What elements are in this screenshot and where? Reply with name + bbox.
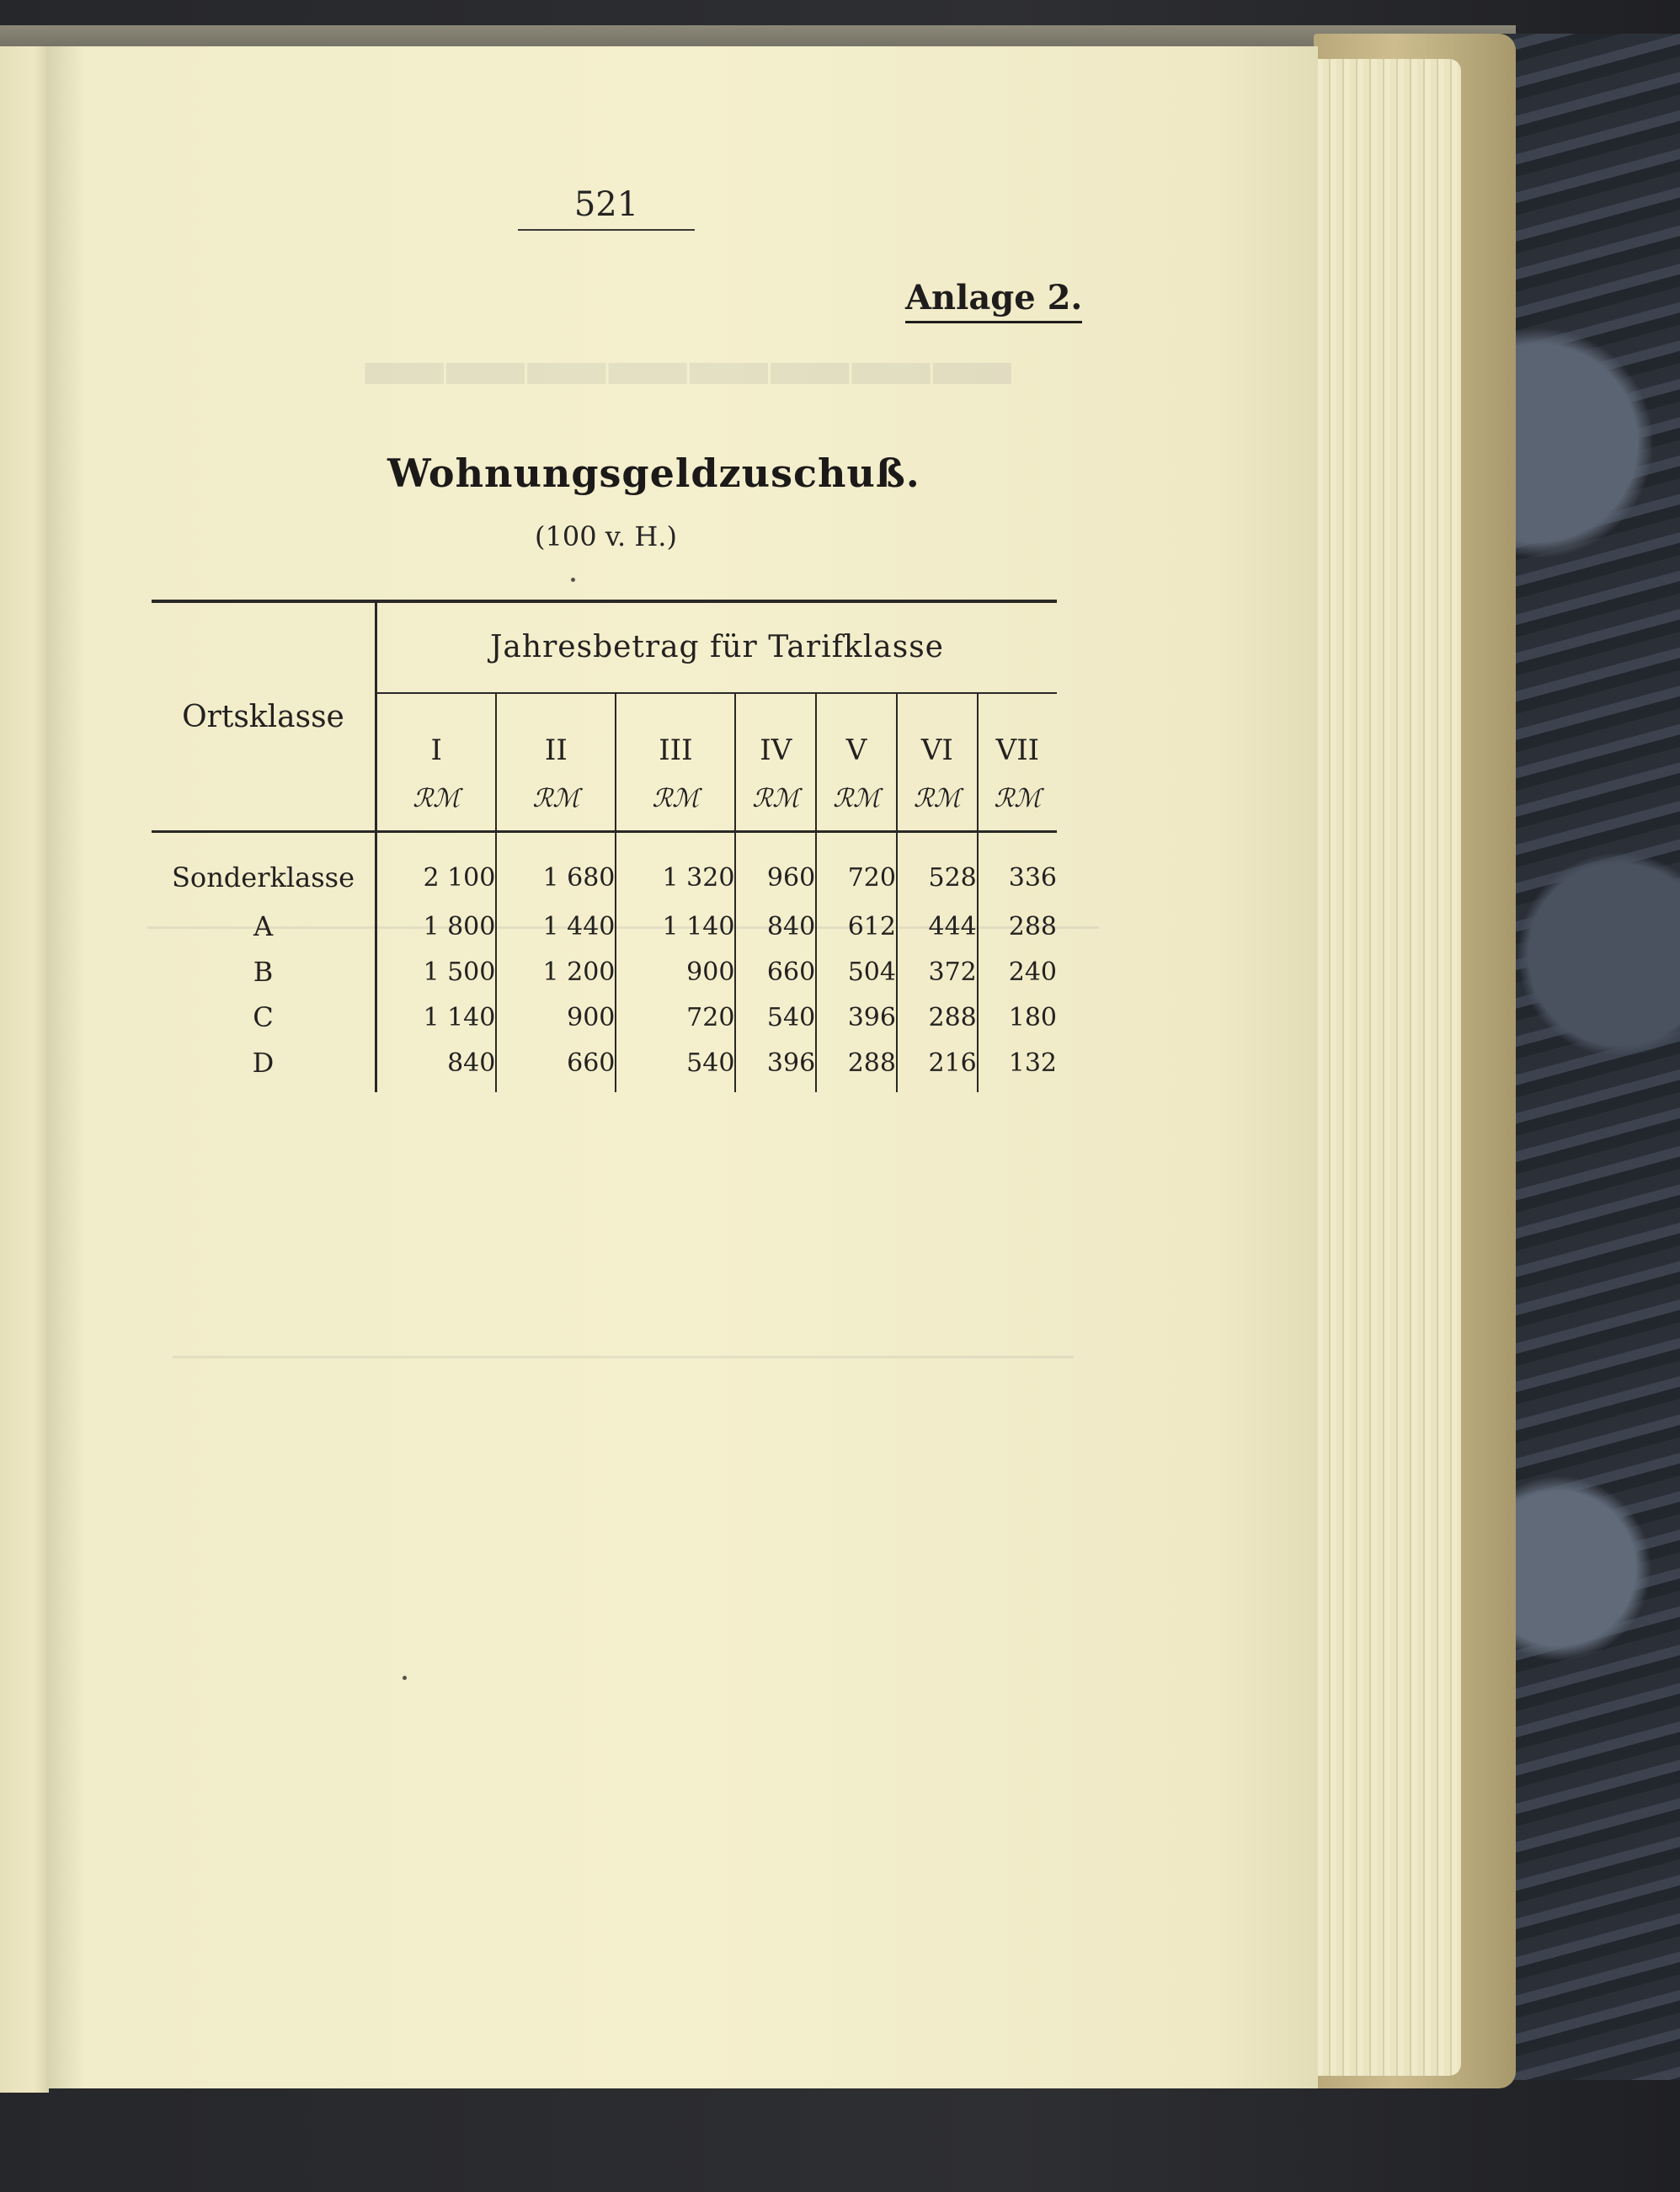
bleed-through-rule <box>173 1356 1074 1358</box>
table-cell: 132 <box>1008 1048 1057 1078</box>
table-cell: 720 <box>816 832 897 904</box>
table-cell: 336 <box>1008 862 1057 893</box>
column-header: I <box>376 693 497 767</box>
unit-label: ℛℳ <box>994 784 1042 814</box>
table-cell: 900 <box>616 949 735 995</box>
unit-label: ℛℳ <box>897 767 978 831</box>
row-label: C <box>152 995 376 1040</box>
annex-label: Anlage 2. <box>905 278 1082 323</box>
table-cell: 444 <box>897 904 978 949</box>
column-header: III <box>616 693 735 767</box>
table-cell: 1 500 <box>376 949 497 995</box>
row-label: Sonderklasse <box>152 832 376 904</box>
table-cell: 372 <box>897 949 978 995</box>
unit-label: ℛℳ <box>735 767 816 831</box>
column-header: VI <box>897 693 978 767</box>
table-cell: 660 <box>735 949 816 995</box>
left-page-edge <box>0 46 49 2093</box>
table-cell: 840 <box>376 1040 497 1092</box>
table-cell: 1 320 <box>616 832 735 904</box>
table-row <box>152 949 1057 995</box>
page-stack <box>1309 59 1461 2076</box>
housing-allowance-table <box>152 600 1057 1092</box>
table-cell: 612 <box>816 904 897 949</box>
unit-label: ℛℳ <box>496 767 616 831</box>
table-cell: 216 <box>897 1040 978 1092</box>
table-cell: 1 800 <box>376 904 497 949</box>
group-header: Jahresbetrag für Tarifklasse <box>376 601 1058 693</box>
table-cell: 540 <box>735 995 816 1040</box>
table-cell: 900 <box>496 995 616 1040</box>
page-number: 521 <box>573 185 639 224</box>
table-cell: 1 200 <box>496 949 616 995</box>
table-cell: 960 <box>735 832 816 904</box>
row-label: A <box>152 904 376 949</box>
table-row <box>152 832 1057 904</box>
unit-label: ℛℳ <box>376 767 497 831</box>
table-cell: 660 <box>496 1040 616 1092</box>
table-cell: 840 <box>735 904 816 949</box>
column-header: V <box>816 693 897 767</box>
row-label: B <box>152 949 376 995</box>
stub-header: Ortsklasse <box>152 601 376 832</box>
table-cell: 1 440 <box>496 904 616 949</box>
table-cell: 180 <box>1008 1002 1057 1032</box>
column-header: IV <box>735 693 816 767</box>
column-header: II <box>496 693 616 767</box>
table-cell: 288 <box>897 995 978 1040</box>
table-cell: 288 <box>1008 911 1057 941</box>
table-cell: 288 <box>816 1040 897 1092</box>
unit-label: ℛℳ <box>816 767 897 831</box>
table-cell: 2 100 <box>376 832 497 904</box>
table-cell: 528 <box>897 832 978 904</box>
table-cell: 1 140 <box>616 904 735 949</box>
document-title: Wohnungsgeldzuschuß. <box>387 451 920 496</box>
table-cell: 396 <box>816 995 897 1040</box>
table-cell: 540 <box>616 1040 735 1092</box>
table-cell: 720 <box>616 995 735 1040</box>
table-cell: 1 140 <box>376 995 497 1040</box>
column-header: VII <box>995 733 1040 768</box>
row-label: D <box>152 1040 376 1092</box>
table-cell: 1 680 <box>496 832 616 904</box>
unit-label: ℛℳ <box>616 767 735 831</box>
print-speck <box>571 578 575 582</box>
document-subtitle: (100 v. H.) <box>535 520 677 552</box>
print-speck <box>403 1676 407 1680</box>
table-row <box>152 995 1057 1040</box>
page-number-rule <box>518 229 695 231</box>
bleed-through-title: ━━━━━━━━ <box>366 299 1016 447</box>
table-cell: 240 <box>1008 957 1057 987</box>
table-row <box>152 904 1057 949</box>
table-cell: 396 <box>735 1040 816 1092</box>
table-row <box>152 1040 1057 1092</box>
table-cell: 504 <box>816 949 897 995</box>
